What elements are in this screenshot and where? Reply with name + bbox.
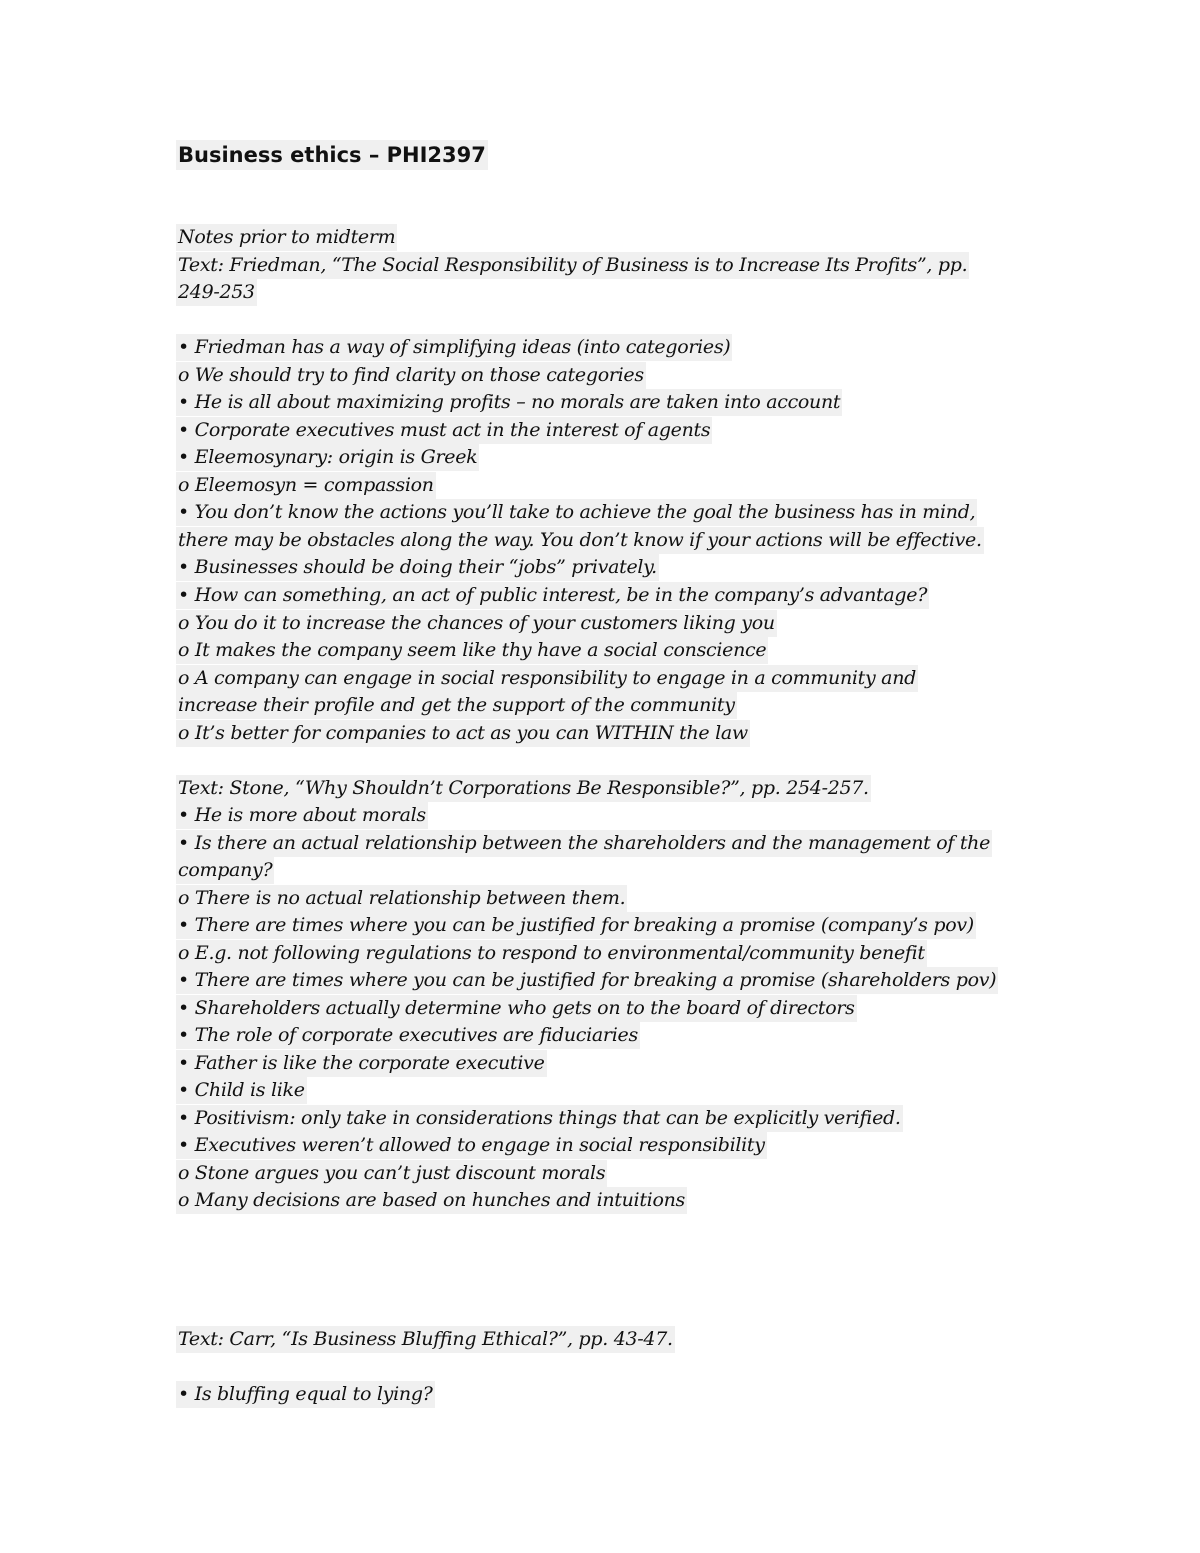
- sub-item: o We should try to find clarity on those categories: [176, 362, 646, 389]
- sub-item: o There is no actual relationship between them.: [176, 885, 627, 912]
- bullet-item: • There are times where you can be justified for breaking a promise (company’s pov): [176, 912, 976, 939]
- sub-item: o Stone argues you can’t just discount morals: [176, 1160, 607, 1187]
- bullet-item: • Businesses should be doing their “jobs” privately.: [176, 554, 659, 581]
- bullet-item: • You don’t know the actions you’ll take to achieve the goal the business has in mind,: [176, 499, 977, 526]
- bullet-item: • Friedman has a way of simplifying ideas (into categories): [176, 334, 732, 361]
- sub-item: o Many decisions are based on hunches and intuitions: [176, 1187, 687, 1214]
- bullet-item: • Executives weren’t allowed to engage in social responsibility: [176, 1132, 767, 1159]
- bullet-item: • Corporate executives must act in the interest of agents: [176, 417, 712, 444]
- bullet-item: • Is there an actual relationship between the shareholders and the management of the: [176, 830, 992, 857]
- sub-item-continued: increase their profile and get the support of the community: [176, 692, 737, 719]
- sub-item: o It makes the company seem like thy have a social conscience: [176, 637, 768, 664]
- bullet-item: • The role of corporate executives are fiduciaries: [176, 1022, 640, 1049]
- sub-item: o A company can engage in social responsibility to engage in a community and: [176, 665, 918, 692]
- bullet-item: • Is bluffing equal to lying?: [176, 1381, 435, 1408]
- sub-item: o You do it to increase the chances of your customers liking you: [176, 610, 777, 637]
- text-heading-carr: Text: Carr, “Is Business Bluffing Ethical?”, pp. 43-47.: [176, 1326, 675, 1353]
- bullet-item: • He is more about morals: [176, 802, 428, 829]
- bullet-item: • Shareholders actually determine who gets on to the board of directors: [176, 995, 857, 1022]
- bullet-item: • Positivism: only take in considerations things that can be explicitly verified.: [176, 1105, 903, 1132]
- sub-item: o Eleemosyn = compassion: [176, 472, 436, 499]
- bullet-item-continued: company?: [176, 857, 274, 884]
- text-heading-friedman-pages: 249-253: [176, 279, 257, 306]
- section-intro: Notes prior to midterm: [176, 224, 397, 251]
- sub-item: o E.g. not following regulations to respond to environmental/community benefit: [176, 940, 927, 967]
- bullet-item: • Father is like the corporate executive: [176, 1050, 547, 1077]
- bullet-item-continued: there may be obstacles along the way. You don’t know if your actions will be effective.: [176, 527, 984, 554]
- bullet-item: • Eleemosynary: origin is Greek: [176, 444, 479, 471]
- bullet-item: • Child is like: [176, 1077, 307, 1104]
- text-heading-stone: Text: Stone, “Why Shouldn’t Corporations Be Responsible?”, pp. 254-257.: [176, 775, 871, 802]
- text-heading-friedman: Text: Friedman, “The Social Responsibility of Business is to Increase Its Profits”, pp.: [176, 252, 969, 279]
- document-title: Business ethics – PHI2397: [176, 140, 488, 170]
- bullet-item: • He is all about maximizing profits – no morals are taken into account: [176, 389, 842, 416]
- bullet-item: • How can something, an act of public interest, be in the company’s advantage?: [176, 582, 929, 609]
- bullet-item: • There are times where you can be justified for breaking a promise (shareholders pov): [176, 967, 998, 994]
- sub-item: o It’s better for companies to act as you can WITHIN the law: [176, 720, 750, 747]
